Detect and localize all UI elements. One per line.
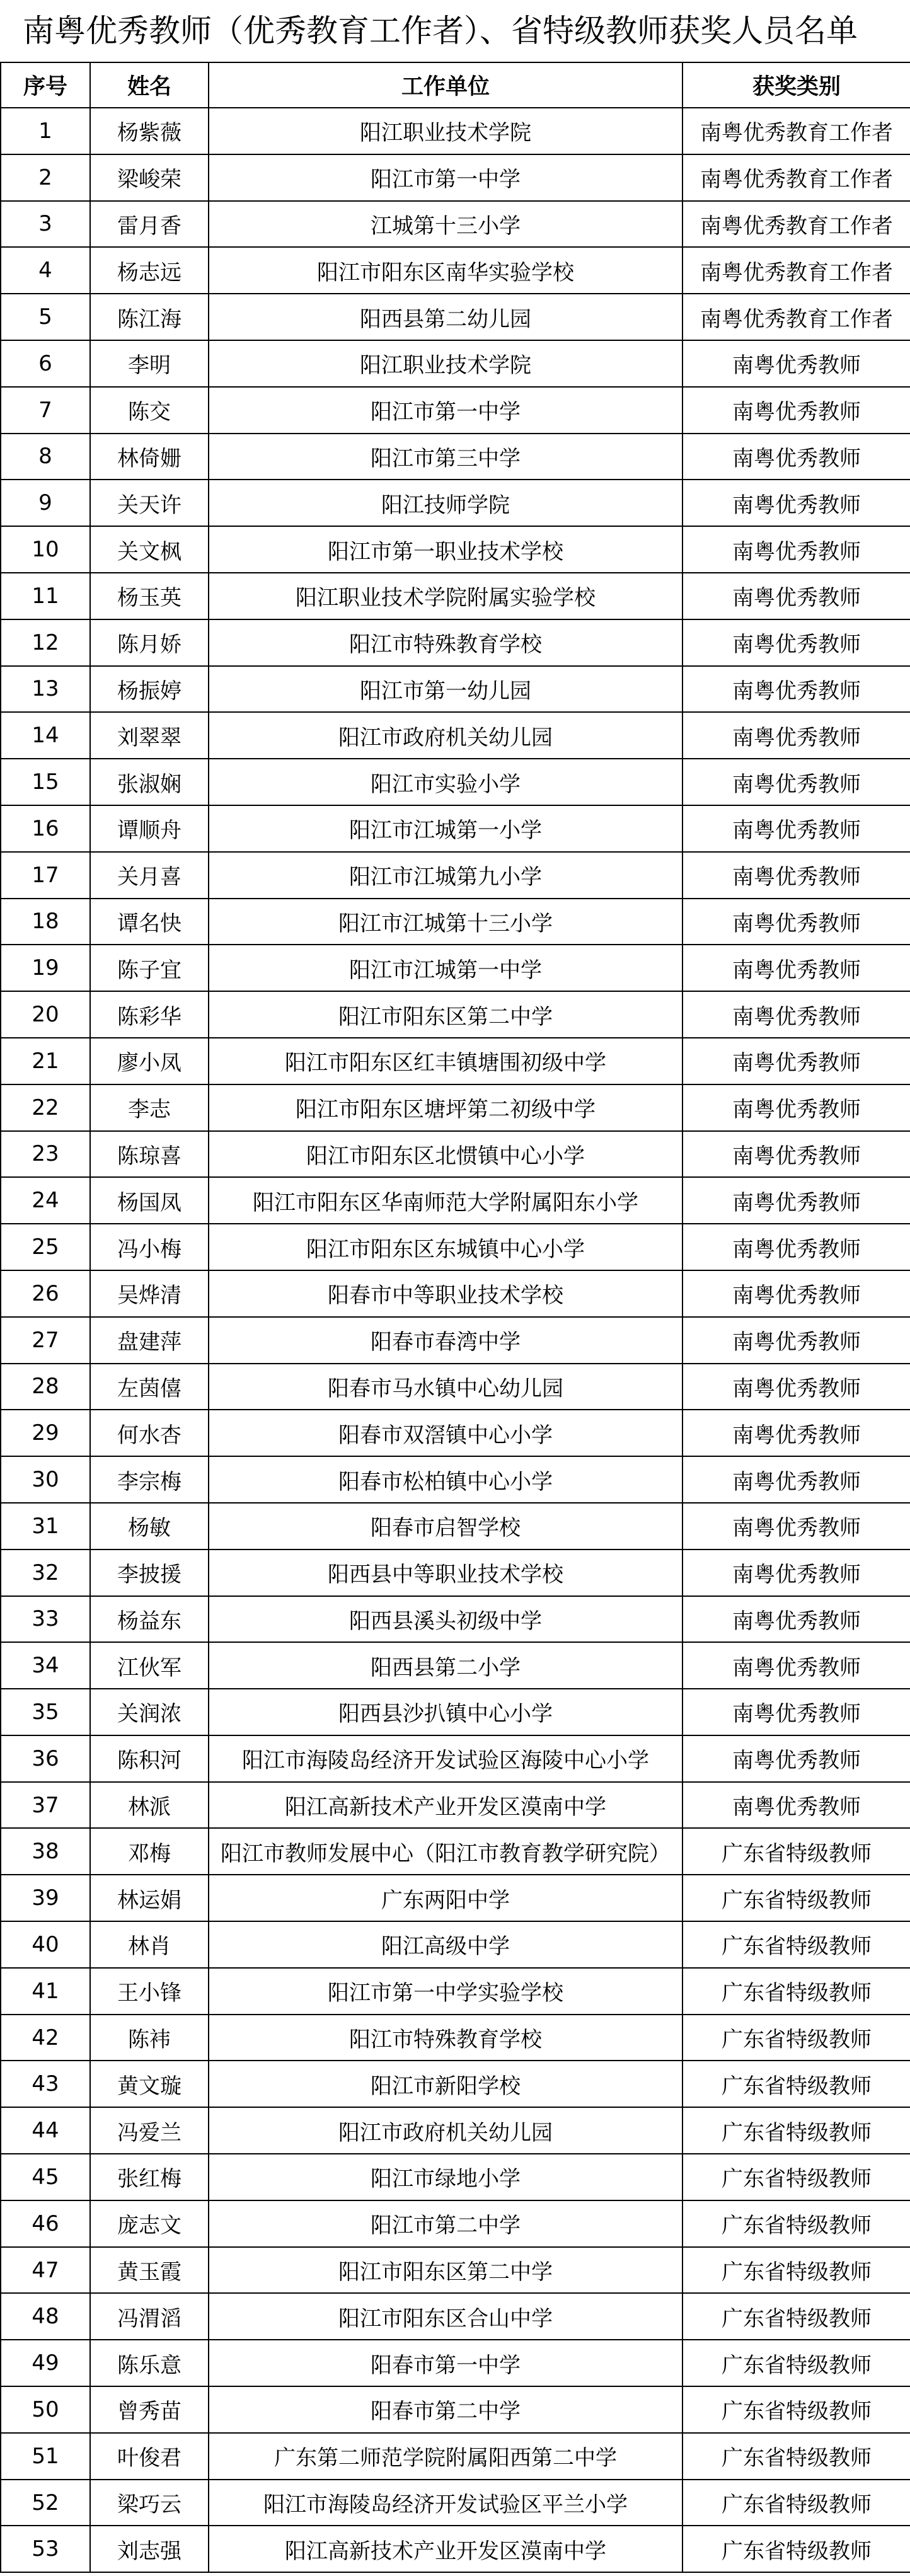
cell-name: 林运娟 <box>90 1875 209 1921</box>
cell-category: 南粤优秀教师 <box>682 1410 910 1456</box>
cell-number: 11 <box>1 573 90 619</box>
cell-category: 南粤优秀教师 <box>682 1456 910 1503</box>
table-row <box>1 1177 910 1224</box>
cell-unit: 阳江市第一幼儿园 <box>209 666 682 713</box>
cell-name: 杨国凤 <box>90 1177 209 1224</box>
column-header-number: 序号 <box>1 62 90 108</box>
cell-category: 南粤优秀教师 <box>682 1317 910 1364</box>
cell-unit: 阳江市江城第十三小学 <box>209 899 682 945</box>
cell-name: 陈子宜 <box>90 945 209 991</box>
cell-unit: 阳江市阳东区南华实验学校 <box>209 247 682 294</box>
cell-number: 24 <box>1 1177 90 1224</box>
cell-unit: 阳江高级中学 <box>209 1921 682 1968</box>
cell-number: 22 <box>1 1084 90 1131</box>
table-row <box>1 1131 910 1178</box>
cell-category: 南粤优秀教师 <box>682 526 910 573</box>
cell-category: 广东省特级教师 <box>682 1968 910 2015</box>
table-row <box>1 619 910 666</box>
cell-unit: 阳江职业技术学院 <box>209 340 682 387</box>
table-row <box>1 340 910 387</box>
cell-name: 冯小梅 <box>90 1224 209 1270</box>
cell-unit: 阳西县溪头初级中学 <box>209 1596 682 1643</box>
table-row <box>1 2107 910 2154</box>
cell-number: 20 <box>1 991 90 1038</box>
table-row <box>1 108 910 154</box>
table-row <box>1 805 910 852</box>
cell-category: 广东省特级教师 <box>682 2293 910 2340</box>
table-row <box>1 1317 910 1364</box>
cell-number: 3 <box>1 201 90 248</box>
table-row <box>1 1735 910 1782</box>
cell-number: 27 <box>1 1317 90 1364</box>
table-row <box>1 434 910 480</box>
cell-name: 杨玉英 <box>90 573 209 619</box>
cell-category: 南粤优秀教师 <box>682 619 910 666</box>
cell-unit: 阳江市第一职业技术学校 <box>209 526 682 573</box>
table-row <box>1 712 910 759</box>
cell-unit: 阳江市阳东区合山中学 <box>209 2293 682 2340</box>
cell-name: 雷月香 <box>90 201 209 248</box>
cell-category: 南粤优秀教师 <box>682 573 910 619</box>
cell-number: 15 <box>1 759 90 805</box>
cell-unit: 阳江市阳东区东城镇中心小学 <box>209 1224 682 1270</box>
cell-category: 广东省特级教师 <box>682 1828 910 1875</box>
cell-number: 19 <box>1 945 90 991</box>
cell-name: 谭名快 <box>90 899 209 945</box>
cell-category: 南粤优秀教师 <box>682 1735 910 1782</box>
table-row <box>1 945 910 991</box>
cell-unit: 阳江市第一中学 <box>209 154 682 201</box>
cell-name: 左茵僖 <box>90 1364 209 1410</box>
cell-unit: 阳江高新技术产业开发区漠南中学 <box>209 2526 682 2572</box>
cell-unit: 江城第十三小学 <box>209 201 682 248</box>
table-row <box>1 1782 910 1829</box>
cell-number: 28 <box>1 1364 90 1410</box>
cell-name: 陈积河 <box>90 1735 209 1782</box>
cell-unit: 阳春市中等职业技术学校 <box>209 1270 682 1317</box>
cell-category: 南粤优秀教师 <box>682 387 910 434</box>
table-row <box>1 2061 910 2107</box>
cell-unit: 阳春市第一中学 <box>209 2340 682 2386</box>
table-row <box>1 387 910 434</box>
table-row <box>1 1503 910 1550</box>
cell-category: 广东省特级教师 <box>682 2200 910 2247</box>
table-row <box>1 2386 910 2433</box>
table-row <box>1 2526 910 2572</box>
cell-unit: 阳江市海陵岛经济开发试验区海陵中心小学 <box>209 1735 682 1782</box>
table-row <box>1 154 910 201</box>
cell-number: 2 <box>1 154 90 201</box>
cell-name: 李披援 <box>90 1550 209 1596</box>
table-row <box>1 1224 910 1270</box>
table-row <box>1 1921 910 1968</box>
cell-number: 48 <box>1 2293 90 2340</box>
cell-number: 43 <box>1 2061 90 2107</box>
cell-category: 广东省特级教师 <box>682 2386 910 2433</box>
cell-category: 南粤优秀教师 <box>682 666 910 713</box>
cell-name: 林倚姗 <box>90 434 209 480</box>
cell-number: 36 <box>1 1735 90 1782</box>
cell-unit: 阳江市新阳学校 <box>209 2061 682 2107</box>
cell-name: 关天许 <box>90 480 209 526</box>
cell-name: 杨敏 <box>90 1503 209 1550</box>
cell-name: 张红梅 <box>90 2154 209 2200</box>
cell-category: 广东省特级教师 <box>682 2433 910 2480</box>
cell-name: 陈交 <box>90 387 209 434</box>
cell-name: 杨志远 <box>90 247 209 294</box>
cell-number: 13 <box>1 666 90 713</box>
cell-number: 29 <box>1 1410 90 1456</box>
award-roster-table <box>0 62 910 2573</box>
cell-unit: 阳春市春湾中学 <box>209 1317 682 1364</box>
cell-name: 李明 <box>90 340 209 387</box>
cell-unit: 广东两阳中学 <box>209 1875 682 1921</box>
cell-name: 李宗梅 <box>90 1456 209 1503</box>
cell-unit: 阳江市第一中学实验学校 <box>209 1968 682 2015</box>
table-row <box>1 666 910 713</box>
cell-unit: 阳江市江城第一小学 <box>209 805 682 852</box>
cell-name: 刘志强 <box>90 2526 209 2572</box>
cell-category: 南粤优秀教师 <box>682 1364 910 1410</box>
table-row <box>1 2293 910 2340</box>
cell-category: 广东省特级教师 <box>682 2526 910 2572</box>
cell-number: 38 <box>1 1828 90 1875</box>
cell-number: 52 <box>1 2480 90 2526</box>
cell-name: 黄文璇 <box>90 2061 209 2107</box>
cell-unit: 阳江技师学院 <box>209 480 682 526</box>
cell-category: 南粤优秀教师 <box>682 991 910 1038</box>
cell-name: 梁巧云 <box>90 2480 209 2526</box>
cell-unit: 阳江职业技术学院 <box>209 108 682 154</box>
cell-name: 刘翠翠 <box>90 712 209 759</box>
cell-category: 南粤优秀教师 <box>682 1642 910 1689</box>
cell-category: 南粤优秀教师 <box>682 1038 910 1084</box>
cell-unit: 阳江市阳东区北惯镇中心小学 <box>209 1131 682 1178</box>
cell-unit: 阳江市阳东区第二中学 <box>209 991 682 1038</box>
cell-category: 南粤优秀教师 <box>682 1503 910 1550</box>
cell-unit: 阳西县沙扒镇中心小学 <box>209 1689 682 1735</box>
cell-number: 5 <box>1 294 90 340</box>
cell-name: 谭顺舟 <box>90 805 209 852</box>
cell-unit: 阳江市政府机关幼儿园 <box>209 712 682 759</box>
cell-name: 陈乐意 <box>90 2340 209 2386</box>
table-row <box>1 2015 910 2061</box>
table-row <box>1 1364 910 1410</box>
column-header-category: 获奖类别 <box>682 62 910 108</box>
cell-number: 49 <box>1 2340 90 2386</box>
table-row <box>1 1596 910 1643</box>
cell-unit: 阳江职业技术学院附属实验学校 <box>209 573 682 619</box>
cell-category: 南粤优秀教师 <box>682 340 910 387</box>
cell-number: 34 <box>1 1642 90 1689</box>
cell-number: 21 <box>1 1038 90 1084</box>
cell-category: 南粤优秀教师 <box>682 1550 910 1596</box>
cell-category: 南粤优秀教师 <box>682 1270 910 1317</box>
cell-unit: 阳西县第二幼儿园 <box>209 294 682 340</box>
table-row <box>1 2480 910 2526</box>
cell-number: 42 <box>1 2015 90 2061</box>
cell-unit: 阳江市阳东区红丰镇塘围初级中学 <box>209 1038 682 1084</box>
cell-unit: 阳春市第二中学 <box>209 2386 682 2433</box>
cell-unit: 阳江市第一中学 <box>209 387 682 434</box>
cell-number: 32 <box>1 1550 90 1596</box>
cell-name: 关润浓 <box>90 1689 209 1735</box>
cell-unit: 阳江市江城第一中学 <box>209 945 682 991</box>
cell-category: 南粤优秀教师 <box>682 1131 910 1178</box>
cell-number: 12 <box>1 619 90 666</box>
cell-name: 王小锋 <box>90 1968 209 2015</box>
table-row <box>1 899 910 945</box>
cell-unit: 阳江市第三中学 <box>209 434 682 480</box>
cell-category: 南粤优秀教师 <box>682 945 910 991</box>
cell-name: 叶俊君 <box>90 2433 209 2480</box>
cell-name: 陈琼喜 <box>90 1131 209 1178</box>
cell-number: 50 <box>1 2386 90 2433</box>
cell-number: 9 <box>1 480 90 526</box>
cell-number: 37 <box>1 1782 90 1829</box>
table-header-row <box>1 62 910 108</box>
cell-name: 江伙军 <box>90 1642 209 1689</box>
cell-category: 南粤优秀教师 <box>682 1084 910 1131</box>
table-row <box>1 1410 910 1456</box>
cell-name: 陈彩华 <box>90 991 209 1038</box>
cell-name: 盘建萍 <box>90 1317 209 1364</box>
cell-category: 广东省特级教师 <box>682 1875 910 1921</box>
cell-unit: 阳江市教师发展中心（阳江市教育教学研究院） <box>209 1828 682 1875</box>
cell-name: 邓梅 <box>90 1828 209 1875</box>
cell-unit: 阳江市特殊教育学校 <box>209 619 682 666</box>
cell-name: 关文枫 <box>90 526 209 573</box>
cell-name: 杨紫薇 <box>90 108 209 154</box>
column-header-unit: 工作单位 <box>209 62 682 108</box>
cell-name: 陈袆 <box>90 2015 209 2061</box>
cell-number: 26 <box>1 1270 90 1317</box>
cell-name: 张淑娴 <box>90 759 209 805</box>
cell-name: 梁峻荣 <box>90 154 209 201</box>
cell-category: 南粤优秀教师 <box>682 1689 910 1735</box>
cell-number: 53 <box>1 2526 90 2572</box>
cell-category: 广东省特级教师 <box>682 2340 910 2386</box>
cell-name: 曾秀苗 <box>90 2386 209 2433</box>
cell-category: 南粤优秀教师 <box>682 1177 910 1224</box>
cell-category: 广东省特级教师 <box>682 2480 910 2526</box>
cell-unit: 阳江市第二中学 <box>209 2200 682 2247</box>
table-row <box>1 247 910 294</box>
cell-category: 南粤优秀教师 <box>682 852 910 899</box>
cell-number: 35 <box>1 1689 90 1735</box>
cell-name: 吴烨清 <box>90 1270 209 1317</box>
cell-number: 6 <box>1 340 90 387</box>
cell-unit: 阳春市启智学校 <box>209 1503 682 1550</box>
cell-unit: 阳江市政府机关幼儿园 <box>209 2107 682 2154</box>
cell-number: 7 <box>1 387 90 434</box>
table-body <box>1 108 910 2572</box>
cell-name: 何水杏 <box>90 1410 209 1456</box>
cell-unit: 阳江市实验小学 <box>209 759 682 805</box>
cell-category: 南粤优秀教师 <box>682 1782 910 1829</box>
table-row <box>1 991 910 1038</box>
cell-category: 南粤优秀教育工作者 <box>682 108 910 154</box>
cell-name: 庞志文 <box>90 2200 209 2247</box>
cell-number: 18 <box>1 899 90 945</box>
cell-unit: 广东第二师范学院附属阳西第二中学 <box>209 2433 682 2480</box>
cell-number: 51 <box>1 2433 90 2480</box>
table-row <box>1 2154 910 2200</box>
table-row <box>1 759 910 805</box>
cell-unit: 阳江市阳东区塘坪第二初级中学 <box>209 1084 682 1131</box>
cell-name: 关月喜 <box>90 852 209 899</box>
cell-number: 40 <box>1 1921 90 1968</box>
cell-unit: 阳江市阳东区华南师范大学附属阳东小学 <box>209 1177 682 1224</box>
cell-unit: 阳西县中等职业技术学校 <box>209 1550 682 1596</box>
cell-name: 杨益东 <box>90 1596 209 1643</box>
column-header-name: 姓名 <box>90 62 209 108</box>
cell-number: 17 <box>1 852 90 899</box>
cell-name: 廖小凤 <box>90 1038 209 1084</box>
cell-unit: 阳江市绿地小学 <box>209 2154 682 2200</box>
table-row <box>1 480 910 526</box>
cell-category: 南粤优秀教师 <box>682 1596 910 1643</box>
cell-category: 南粤优秀教师 <box>682 805 910 852</box>
cell-name: 林肖 <box>90 1921 209 1968</box>
cell-number: 30 <box>1 1456 90 1503</box>
table-row <box>1 2200 910 2247</box>
cell-number: 8 <box>1 434 90 480</box>
cell-category: 广东省特级教师 <box>682 2247 910 2294</box>
cell-number: 4 <box>1 247 90 294</box>
cell-category: 南粤优秀教师 <box>682 480 910 526</box>
cell-number: 46 <box>1 2200 90 2247</box>
cell-name: 冯渭滔 <box>90 2293 209 2340</box>
cell-category: 南粤优秀教师 <box>682 712 910 759</box>
document-title: 南粤优秀教师（优秀教育工作者）、省特级教师获奖人员名单 <box>23 13 858 49</box>
cell-category: 南粤优秀教育工作者 <box>682 201 910 248</box>
table-row <box>1 2433 910 2480</box>
table-row <box>1 2247 910 2294</box>
cell-category: 南粤优秀教育工作者 <box>682 247 910 294</box>
cell-category: 南粤优秀教师 <box>682 899 910 945</box>
table-row <box>1 1642 910 1689</box>
table-row <box>1 1828 910 1875</box>
cell-number: 47 <box>1 2247 90 2294</box>
cell-unit: 阳西县第二小学 <box>209 1642 682 1689</box>
cell-category: 南粤优秀教师 <box>682 434 910 480</box>
cell-category: 广东省特级教师 <box>682 2015 910 2061</box>
cell-unit: 阳江市江城第九小学 <box>209 852 682 899</box>
cell-category: 广东省特级教师 <box>682 1921 910 1968</box>
cell-number: 14 <box>1 712 90 759</box>
cell-unit: 阳春市松柏镇中心小学 <box>209 1456 682 1503</box>
cell-category: 南粤优秀教育工作者 <box>682 294 910 340</box>
cell-number: 45 <box>1 2154 90 2200</box>
cell-category: 广东省特级教师 <box>682 2154 910 2200</box>
cell-number: 44 <box>1 2107 90 2154</box>
cell-category: 广东省特级教师 <box>682 2061 910 2107</box>
table-row <box>1 201 910 248</box>
cell-number: 39 <box>1 1875 90 1921</box>
cell-category: 南粤优秀教师 <box>682 759 910 805</box>
table-row <box>1 1270 910 1317</box>
cell-number: 33 <box>1 1596 90 1643</box>
table-row <box>1 1038 910 1084</box>
cell-name: 杨振婷 <box>90 666 209 713</box>
cell-number: 25 <box>1 1224 90 1270</box>
cell-unit: 阳江市海陵岛经济开发试验区平兰小学 <box>209 2480 682 2526</box>
cell-name: 林派 <box>90 1782 209 1829</box>
cell-category: 广东省特级教师 <box>682 2107 910 2154</box>
cell-name: 陈月娇 <box>90 619 209 666</box>
table-row <box>1 1875 910 1921</box>
cell-number: 16 <box>1 805 90 852</box>
cell-number: 10 <box>1 526 90 573</box>
table-row <box>1 1689 910 1735</box>
cell-unit: 阳春市马水镇中心幼儿园 <box>209 1364 682 1410</box>
table-row <box>1 1084 910 1131</box>
cell-unit: 阳春市双滘镇中心小学 <box>209 1410 682 1456</box>
cell-unit: 阳江市特殊教育学校 <box>209 2015 682 2061</box>
cell-number: 23 <box>1 1131 90 1178</box>
table-row <box>1 294 910 340</box>
cell-number: 31 <box>1 1503 90 1550</box>
table-row <box>1 573 910 619</box>
cell-name: 冯爱兰 <box>90 2107 209 2154</box>
table-row <box>1 1550 910 1596</box>
table-row <box>1 2340 910 2386</box>
cell-category: 南粤优秀教师 <box>682 1224 910 1270</box>
table-row <box>1 526 910 573</box>
cell-category: 南粤优秀教育工作者 <box>682 154 910 201</box>
cell-unit: 阳江市阳东区第二中学 <box>209 2247 682 2294</box>
cell-number: 41 <box>1 1968 90 2015</box>
cell-unit: 阳江高新技术产业开发区漠南中学 <box>209 1782 682 1829</box>
table-row <box>1 1456 910 1503</box>
cell-number: 1 <box>1 108 90 154</box>
cell-name: 陈江海 <box>90 294 209 340</box>
table-row <box>1 852 910 899</box>
table-row <box>1 1968 910 2015</box>
cell-name: 李志 <box>90 1084 209 1131</box>
cell-name: 黄玉霞 <box>90 2247 209 2294</box>
